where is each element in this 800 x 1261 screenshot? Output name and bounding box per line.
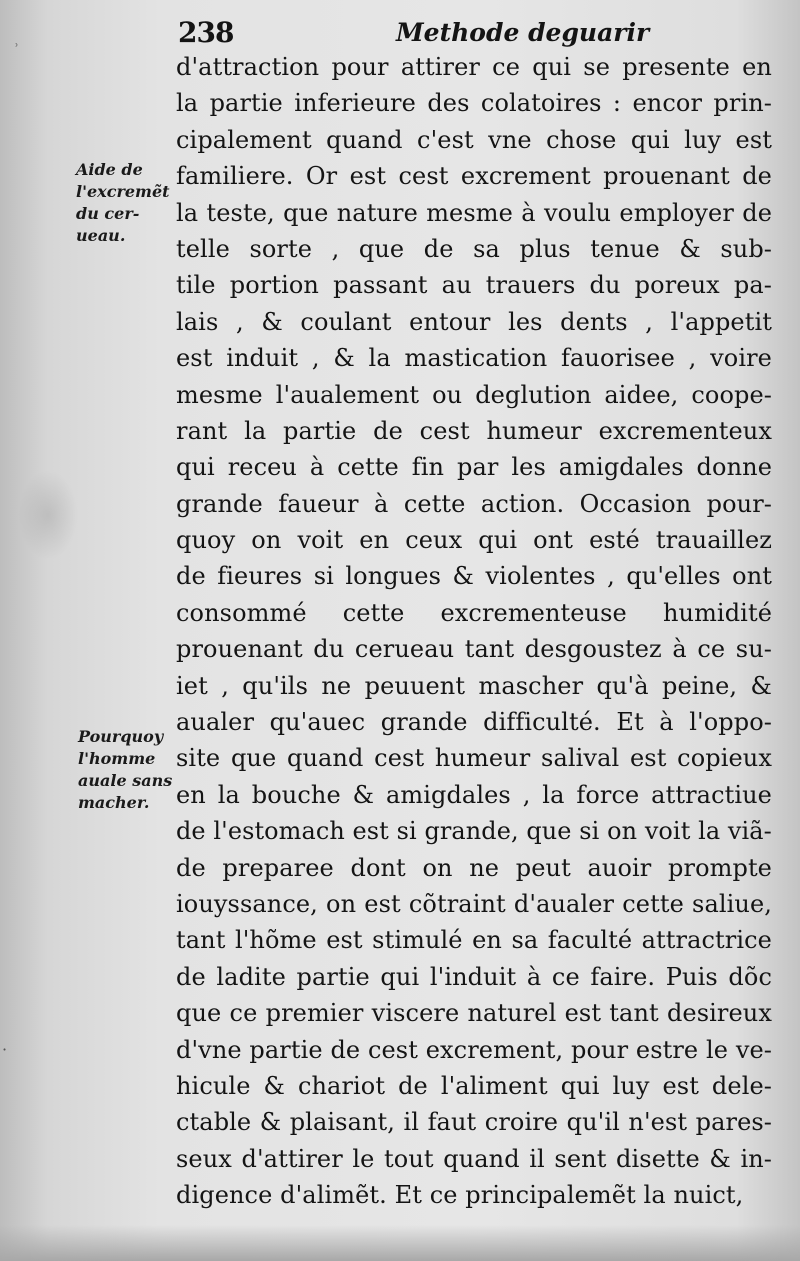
text-line: de preparee dont on ne peut auoir prompte xyxy=(176,853,772,882)
text-line: telle sorte , que de sa plus tenue & sub- xyxy=(176,234,772,263)
margin-note-line: l'excremẽt xyxy=(76,182,170,201)
text-line: prouenant du cerueau tant desgoustez à ce su- xyxy=(176,635,772,664)
text-line: tant l'hõme est stimulé en sa faculté attractrice xyxy=(176,926,772,955)
ink-speck-icon: ⸒ xyxy=(14,28,19,47)
text-line: de ladite partie qui l'induit à ce faire. Puis dõc xyxy=(176,962,772,991)
text-line: tile portion passant au trauers du poreux pa- xyxy=(176,271,772,300)
margin-note-line: Aide de xyxy=(76,160,143,179)
text-line: d'vne partie de cest excrement, pour estre le ve- xyxy=(176,1035,772,1064)
text-line: site que quand cest humeur salival est copieux xyxy=(176,744,772,773)
text-line: de fieures si longues & violentes , qu'elles ont xyxy=(176,562,772,591)
text-line: ctable & plaisant, il faut croire qu'il n'est pares- xyxy=(176,1108,772,1137)
page-header xyxy=(172,14,672,52)
text-line: seux d'attirer le tout quand il sent disette & in- xyxy=(176,1144,772,1173)
text-line: digence d'alimẽt. Et ce principalemẽt la nuict, xyxy=(176,1181,744,1210)
text-line: familiere. Or est cest excrement prouenant de xyxy=(176,162,772,191)
text-line: de l'estomach est si grande, que si on voit la viã- xyxy=(176,817,772,846)
margin-note-line: Pourquoy xyxy=(78,727,164,746)
margin-note-line: du cer- xyxy=(76,204,140,223)
text-line: en la bouche & amigdales , la force attractiue xyxy=(176,780,772,809)
ink-speck-icon: · xyxy=(2,1040,8,1059)
text-line: aualer qu'auec grande difficulté. Et à l'oppo- xyxy=(176,708,772,737)
text-line: hicule & chariot de l'aliment qui luy est dele- xyxy=(176,1071,772,1100)
text-line: qui receu à cette fin par les amigdales donne xyxy=(176,453,772,482)
margin-note-line: auale sans xyxy=(78,771,173,790)
margin-note xyxy=(76,159,170,247)
text-line: est induit , & la mastication fauorisee , voire xyxy=(176,344,772,373)
text-line: iouyssance, on est cõtraint d'aualer cette saliue, xyxy=(176,889,772,918)
text-line: d'attraction pour attirer ce qui se presente en xyxy=(176,53,772,81)
text-line: consommé cette excrementeuse humidité xyxy=(176,598,772,627)
text-line: lais , & coulant entour les dents , l'appetit xyxy=(176,307,772,336)
margin-note-line: macher. xyxy=(78,793,150,812)
text-line: iet , qu'ils ne peuuent mascher qu'à peine, & xyxy=(176,671,772,700)
margin-note-line: l'homme xyxy=(78,749,156,768)
margin-note xyxy=(78,726,172,814)
text-line: mesme l'aualement ou deglution aidee, coope- xyxy=(176,380,772,409)
margin-note-line: ueau. xyxy=(76,226,126,245)
text-line: quoy on voit en ceux qui ont esté trauaillez xyxy=(176,526,772,555)
text-line: grande faueur à cette action. Occasion pour- xyxy=(176,489,772,518)
text-line: rant la partie de cest humeur excrementeux xyxy=(176,416,772,445)
page-number: 238 xyxy=(178,16,234,49)
text-line: la partie inferieure des colatoires : encor prin- xyxy=(176,89,772,118)
body-text xyxy=(176,49,772,1214)
text-line: cipalement quand c'est vne chose qui luy est xyxy=(176,125,772,154)
running-title: Methode deguarir xyxy=(396,18,650,47)
text-line: la teste, que nature mesme à voulu employer de xyxy=(176,198,772,227)
text-line: que ce premier viscere naturel est tant desireux xyxy=(176,999,772,1028)
